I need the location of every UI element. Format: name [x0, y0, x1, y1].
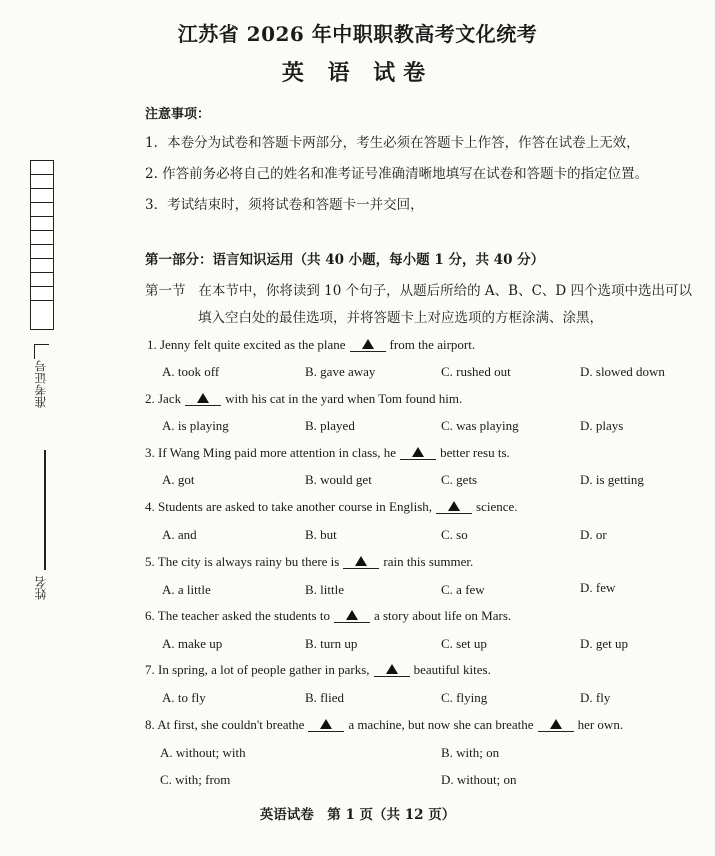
question-stem: 8. At first, she couldn't breathe a machine, but now she can breathe her own. [145, 717, 624, 732]
option: A. make up [162, 636, 223, 651]
triangle-icon [355, 556, 367, 566]
seat-number-box [30, 160, 54, 330]
section-text: 在本节中，你将读到 10 个句子，从题后所给的 A、B、C、D 四个选项中选出可以 [198, 283, 693, 299]
question-stem: 3. If Wang Ming paid more attention in class, he better resu ts. [145, 445, 510, 460]
option: B. with; on [441, 745, 500, 760]
option: A. and [162, 527, 197, 542]
option: C. rushed out [441, 364, 511, 379]
option: A. took off [162, 364, 220, 379]
answer-blank [374, 664, 410, 677]
binding-bracket [34, 344, 49, 359]
option: C. flying [441, 690, 488, 705]
option: C. was playing [441, 418, 519, 433]
triangle-icon [386, 664, 398, 674]
triangle-icon [346, 610, 358, 620]
option: D. slowed down [580, 364, 665, 379]
option: D. or [580, 527, 607, 542]
question-stem: 4. Students are asked to take another course in English, science. [145, 499, 518, 514]
triangle-icon [362, 339, 374, 349]
part-heading: 第一部分：语言知识运用（共 40 小题，每小题 1 分，共 40 分） [145, 252, 545, 268]
answer-blank [185, 393, 221, 406]
name-underline [44, 450, 46, 570]
option: C. so [441, 527, 468, 542]
option: D. without; on [441, 772, 517, 787]
answer-blank [343, 556, 379, 569]
option: B. played [305, 418, 355, 433]
option: D. is getting [580, 472, 644, 487]
answer-blank [538, 719, 574, 732]
option: B. flied [305, 690, 344, 705]
section-instructions-cont: 填入空白处的最佳选项，并将答题卡上对应选项的方框涂满、涂黑， [198, 310, 603, 326]
option: D. plays [580, 418, 624, 433]
option: B. would get [305, 472, 372, 487]
triangle-icon [197, 393, 209, 403]
option: C. with; from [160, 772, 231, 787]
option: B. but [305, 527, 337, 542]
section-instructions [145, 279, 705, 299]
option: D. fly [580, 690, 611, 705]
paper-title: 英 语 试卷 [281, 60, 434, 86]
triangle-icon [412, 447, 424, 457]
notice-item: 3．考试结束时，须将试卷和答题卡一并交回， [145, 197, 424, 213]
option: B. little [305, 582, 344, 597]
option: B. turn up [305, 636, 358, 651]
answer-blank [400, 447, 436, 460]
notice-item: 2. 作答前务必将自己的姓名和准考证号准确清晰地填写在试卷和答题卡的指定位置。 [145, 166, 649, 182]
section-label: 第一节 [145, 283, 186, 299]
notice-heading: 注意事项： [145, 107, 211, 122]
option: C. gets [441, 472, 478, 487]
option: A. is playing [162, 418, 229, 433]
question-stem: 6. The teacher asked the students to a story about life on Mars. [145, 608, 512, 623]
page-footer: 英语试卷 第 1 页（共 12 页） [259, 807, 456, 823]
option: D. get up [580, 636, 629, 651]
option: D. few [580, 580, 616, 595]
exam-id-label: 准考证号 [34, 360, 48, 408]
question-stem: 5. The city is always rainy bu there is rain this summer. [145, 554, 474, 569]
question-stem: 1. Jenny felt quite excited as the plane from the airport. [147, 337, 476, 352]
triangle-icon [448, 501, 460, 511]
option: C. a few [441, 582, 485, 597]
triangle-icon [320, 719, 332, 729]
question-stem: 2. Jack with his cat in the yard when Tom found him. [145, 391, 463, 406]
answer-blank [308, 719, 344, 732]
exam-title: 江苏省 2026 年中职职教高考文化统考 [177, 22, 538, 46]
answer-blank [350, 339, 386, 352]
answer-blank [334, 610, 370, 623]
option: A. got [162, 472, 195, 487]
option: A. to fly [162, 690, 206, 705]
triangle-icon [550, 719, 562, 729]
option: C. set up [441, 636, 487, 651]
option: A. without; with [160, 745, 246, 760]
notice-item: 1．本卷分为试卷和答题卡两部分，考生必须在答题卡上作答，作答在试卷上无效， [145, 135, 640, 151]
option: A. a little [162, 582, 211, 597]
answer-blank [436, 501, 472, 514]
question-stem: 7. In spring, a lot of people gather in parks, beautiful kites. [145, 662, 491, 677]
option: B. gave away [305, 364, 376, 379]
name-label: 姓名 [34, 576, 48, 600]
